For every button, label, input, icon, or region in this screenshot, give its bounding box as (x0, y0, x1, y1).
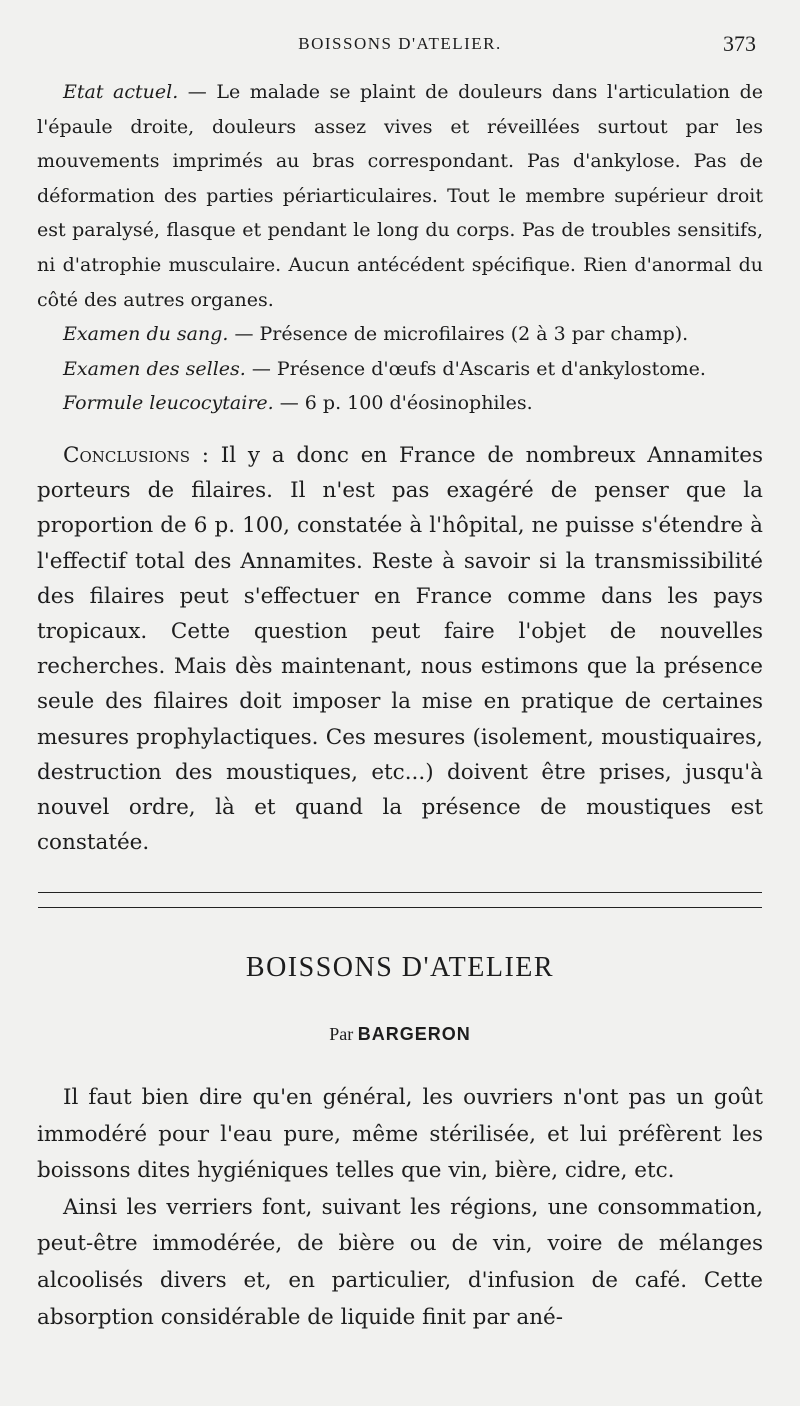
section-divider (38, 892, 762, 908)
article-title: BOISSONS D'ATELIER (245, 952, 555, 983)
page-number: 373 (723, 31, 756, 56)
observation-section (37, 75, 763, 421)
observation-text: — 6 p. 100 d'éosinophiles. (273, 392, 533, 415)
observation-paragraph (37, 75, 763, 317)
observation-label: Examen du sang. (63, 323, 229, 346)
running-header (40, 31, 760, 60)
byline-prefix: Par (329, 1024, 354, 1044)
observation-paragraph (37, 386, 763, 421)
observation-text: — Le malade se plaint de douleurs dans l'articulation de l'épaule droite, douleurs assez vives et réveillées surtout par les mouvements imprimés au bras correspondant. Pas d'ankylose. Pas de déformation des parties périarticulaires. Tout le membre supérieur droit est paralysé, flasque et pendant le long du corps. Pas de troubles sensitifs, ni d'atrophie musculaire. Aucun antécédent spécifique. Rien d'anormal du côté des autres organes. (37, 81, 763, 311)
conclusions-section (37, 438, 763, 860)
author-name: BARGERON (357, 1024, 471, 1044)
observation-label: Formule leucocytaire. (63, 392, 274, 415)
conclusions-paragraph (37, 438, 763, 860)
article-paragraph: Il faut bien dire qu'en général, les ouvriers n'ont pas un goût immodéré pour l'eau pure, même stérilisée, et lui préfèrent les boissons dites hygiéniques telles que vin, bière, cidre, etc. (37, 1085, 763, 1184)
observation-paragraph (37, 352, 763, 387)
observation-label: Examen des selles. (63, 357, 246, 380)
conclusions-text: : Il y a donc en France de nombreux Annamites porteurs de filaires. Il n'est pas exagéré de penser que la proportion de 6 p. 100, constatée à l'hôpital, ne puisse s'étendre à l'effectif total des Annamites. Reste à savoir si la transmissibilité des filaires peut s'effectuer en France comme dans les pays tropicaux. Cette question peut faire l'objet de nouvelles recherches. Mais dès maintenant, nous estimons que la présence seule des filaires doit imposer la mise en pratique de certaines mesures prophylactiques. Ces mesures (isolement, moustiquaires, destruction des moustiques, etc...) doivent être prises, jusqu'à nouvel ordre, là et quand la présence de moustiques est constatée. (37, 443, 763, 856)
article-paragraph: Ainsi les verriers font, suivant les régions, une consommation, peut-être immodérée, de bière ou de vin, voire de mélanges alcoolisés divers et, en particulier, d'infusion de café. Cette absorption considérable de liquide finit par ané- (37, 1194, 763, 1330)
byline (0, 1024, 800, 1045)
conclusions-label: Conclusions (63, 443, 191, 468)
observation-label: Etat actuel. (63, 81, 179, 103)
observation-paragraph (37, 317, 763, 352)
observation-text: — Présence d'œufs d'Ascaris et d'ankylostome. (245, 357, 706, 380)
observation-text: — Présence de microfilaires (2 à 3 par champ). (228, 323, 689, 346)
article-body (37, 1080, 763, 1336)
running-title: BOISSONS D'ATELIER. (298, 34, 502, 53)
